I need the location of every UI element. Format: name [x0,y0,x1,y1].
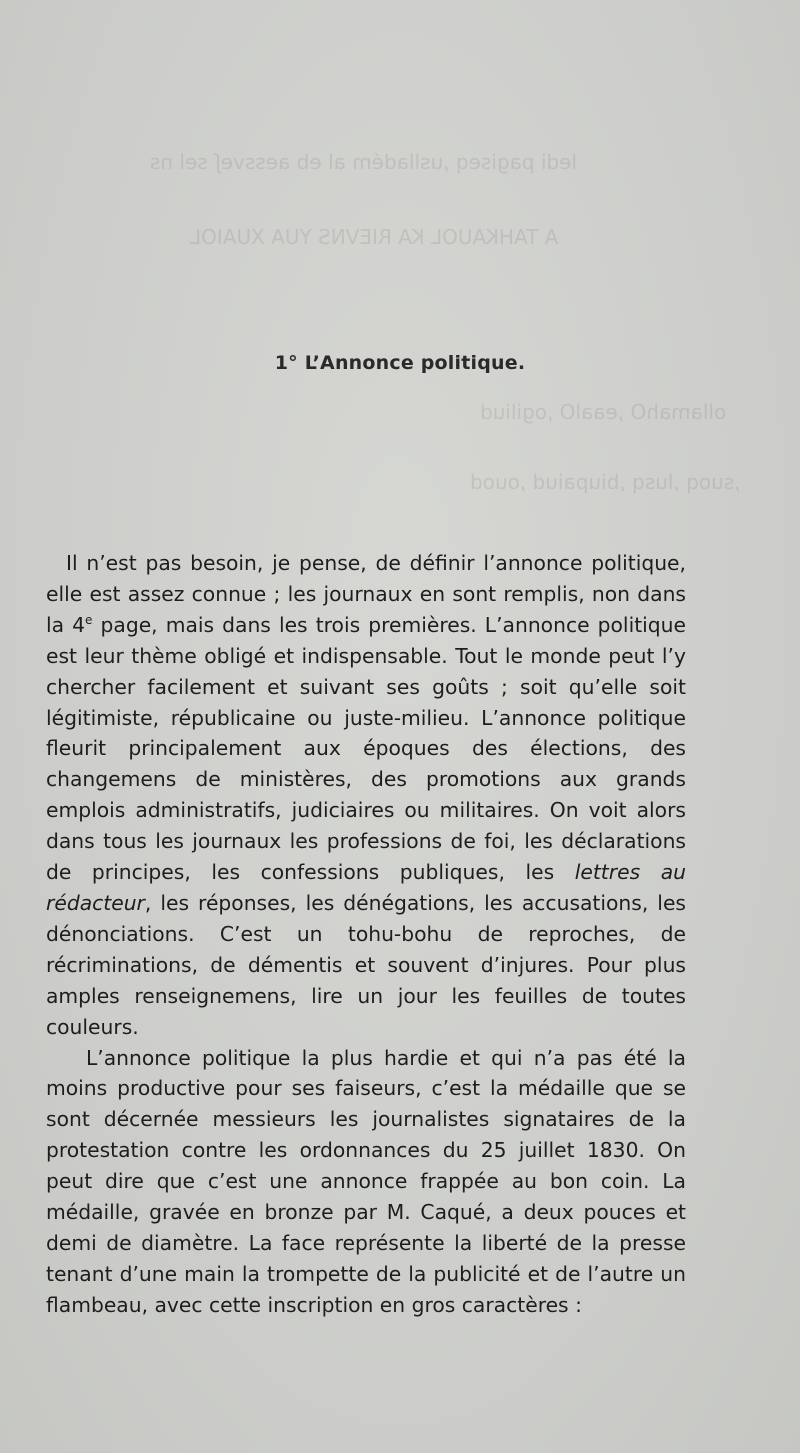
section-number: 1° [274,352,298,374]
paragraph-1-text-b: page, mais dans les trois premières. L’annonce politique est leur thème obligé et indispensable. Tout le monde peut l’y chercher facilement et suivant ses goûts ; soit qu’elle soit légitimiste, républicaine ou juste-milieu. L’annonce politique fleurit principalement aux époques des élections, des changemens de ministères, des promotions aux grands emplois administratifs, judiciaires ou militaires. On voit alors dans tous les journaux les professions de foi, les déclarations de principes, les confessions publiques, les [46,612,686,885]
paragraph-1-italic: lettres au rédacteur [46,860,686,915]
paragraph-1-text-a: Il n’est pas besoin, je pense, de définir l’annonce politique, elle est assez connue ; les journaux en sont remplis, non dans la 4 [46,551,686,637]
show-through-decoration: ollamahO ,eaalO ,ogiliud [480,400,727,424]
paragraph-1-superscript: e [85,613,93,628]
show-through-decoration: ,suoq ,lusq ,biupaiud ,ouod [470,470,741,494]
section-title: L’Annonce politique. [304,352,526,374]
show-through-decoration: ledi pagiseq ,uslladém al eb aessveʃ sel ns [150,150,577,174]
section-heading [0,352,800,374]
paragraph-1-text-c: , les réponses, les dénégations, les accusations, les dénonciations. C’est un tohu-bohu de reproches, de récriminations, de démentis et souvent d’injures. Pour plus amples renseignemens, lire un jour les feuilles de toutes couleurs. [46,890,686,1039]
body-text [46,548,686,1321]
show-through-decoration: A TAHKAUOL KA RIEVNS YUA XUAIOL [190,225,559,249]
paragraph-1 [46,548,686,1043]
paragraph-2: L’annonce politique la plus hardie et qui n’a pas été la moins productive pour ses faiseurs, c’est la médaille que se sont décernée messieurs les journalistes signataires de la protestation contre les ordonnances du 25 juillet 1830. On peut dire que c’est une annonce frappée au bon coin. La médaille, gravée en bronze par M. Caqué, a deux pouces et demi de diamètre. La face représente la liberté de la presse tenant d’une main la trompette de la publicité et de l’autre un flambeau, avec cette inscription en gros caractères : [46,1045,686,1317]
